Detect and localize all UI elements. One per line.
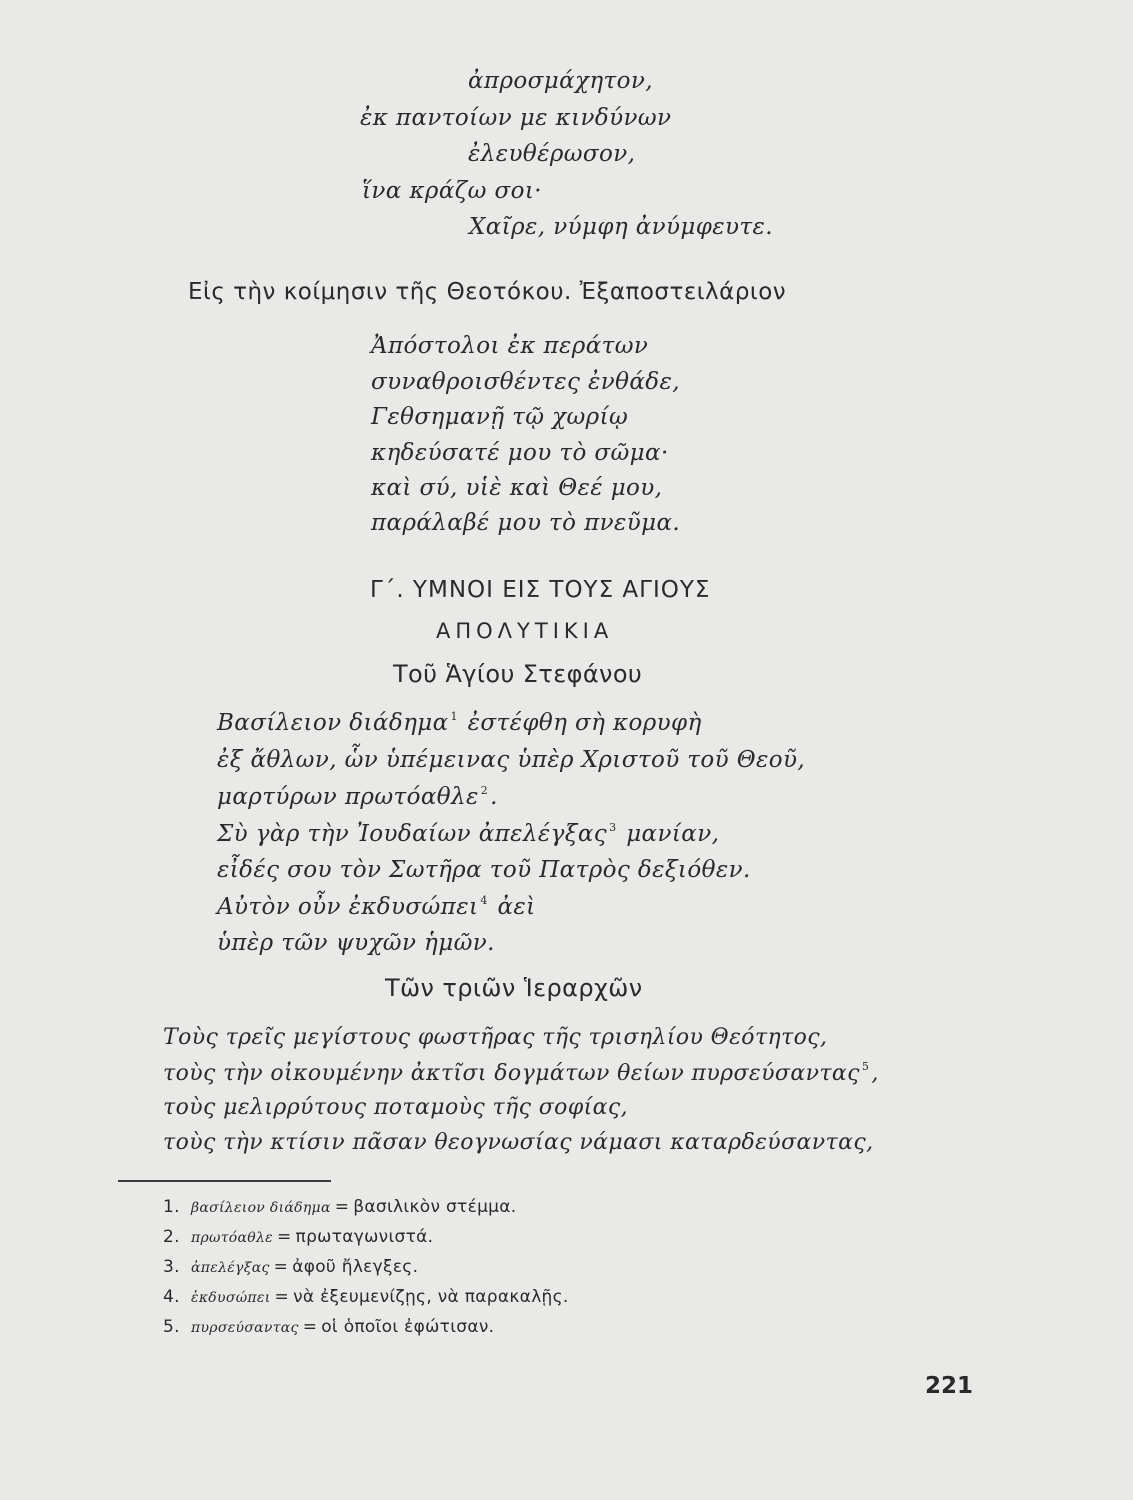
verse-line: συναθροισθέντες ἐνθάδε, xyxy=(371,369,680,395)
verse-line: Τοὺς τρεῖς μεγίστους φωστῆρας τῆς τρισηλίου Θεότητος, xyxy=(163,1025,828,1050)
verse-line: Σὺ γὰρ τὴν Ἰουδαίων ἀπελέγξας $^3$ μανίαν, xyxy=(217,821,720,847)
footnote-item: 5. πυρσεύσαντας = οἱ ὁποῖοι ἐφώτισαν. xyxy=(163,1317,495,1337)
footnote-item: 3. ἀπελέγξας = ἀφοῦ ἤλεγξες. xyxy=(163,1257,419,1277)
verse-line: κηδεύσατέ μου τὸ σῶμα· xyxy=(371,440,669,466)
verse-line: τοὺς τὴν κτίσιν πᾶσαν θεογνωσίας νάμασι καταρδεύσαντας, xyxy=(163,1130,874,1155)
footnote-ref[interactable]: 4 xyxy=(480,894,488,907)
hierarchs-title: Τῶν τριῶν Ἱεραρχῶν xyxy=(385,974,643,1002)
verse-line: εἶδές σου τὸν Σωτῆρα τοῦ Πατρὸς δεξιόθεν. xyxy=(217,857,751,883)
verse-line: ὑπὲρ τῶν ψυχῶν ἡμῶν. xyxy=(217,930,495,956)
verse-line: μαρτύρων πρωτόαθλε $^2$. xyxy=(217,784,498,810)
footnote-ref[interactable]: 1 xyxy=(450,710,458,723)
verse-line: Χαῖρε, νύμφη ἀνύμφευτε. xyxy=(469,214,773,240)
footnote-item: 4. ἐκδυσώπει = νὰ ἐξευμενίζῃς, νὰ παρακαλῇς. xyxy=(163,1287,569,1307)
verse-line: τοὺς τὴν οἰκουμένην ἀκτῖσι δογμάτων θείων πυρσεύσαντας $^5$, xyxy=(163,1060,879,1086)
verse-line: καὶ σύ, υἱὲ καὶ Θεέ μου, xyxy=(371,475,663,501)
footnote-ref[interactable]: 5 xyxy=(861,1060,870,1073)
stephen-title: Τοῦ Ἁγίου Στεφάνου xyxy=(393,660,643,688)
footnote-item: 1. βασίλειον διάδημα = βασιλικὸν στέμμα. xyxy=(163,1197,517,1217)
verse-line: ἐκ παντοίων με κινδύνων xyxy=(360,105,672,131)
footnote-item: 2. πρωτόαθλε = πρωταγωνιστά. xyxy=(163,1227,434,1247)
verse-line: τοὺς μελιρρύτους ποταμοὺς τῆς σοφίας, xyxy=(163,1095,629,1120)
verse-line: Αὐτὸν οὖν ἐκδυσώπει $^4$ ἀεὶ xyxy=(217,894,536,920)
verse-line: Βασίλειον διάδημα $^1$ ἐστέφθη σὴ κορυφὴ xyxy=(217,710,702,736)
verse-line: ἵνα κράζω σοι· xyxy=(362,178,542,204)
verse-line: Γεθσημανῇ τῷ χωρίῳ xyxy=(371,404,629,430)
page-number: 221 xyxy=(925,1373,974,1399)
footnote-ref[interactable]: 2 xyxy=(480,784,489,797)
dormition-heading: Εἰς τὴν κοίμησιν τῆς Θεοτόκου. Ἐξαποστειλάριον xyxy=(188,279,787,305)
verse-line: ἀπροσμάχητον, xyxy=(468,68,653,94)
footnote-divider xyxy=(118,1180,331,1182)
apolytikia-title: ΑΠΟΛΥΤΙΚΙΑ xyxy=(436,619,614,643)
verse-line: Ἀπόστολοι ἐκ περάτων xyxy=(371,333,649,359)
verse-line: ἐξ ἄθλων, ὧν ὑπέμεινας ὑπὲρ Χριστοῦ τοῦ Θεοῦ, xyxy=(217,747,806,773)
section-title: Γ΄. ΥΜΝΟΙ ΕΙΣ ΤΟΥΣ ΑΓΙΟΥΣ xyxy=(370,577,711,603)
footnote-ref[interactable]: 3 xyxy=(609,821,617,834)
verse-line: παράλαβέ μου τὸ πνεῦμα. xyxy=(371,510,681,536)
verse-line: ἐλευθέρωσον, xyxy=(468,141,636,167)
